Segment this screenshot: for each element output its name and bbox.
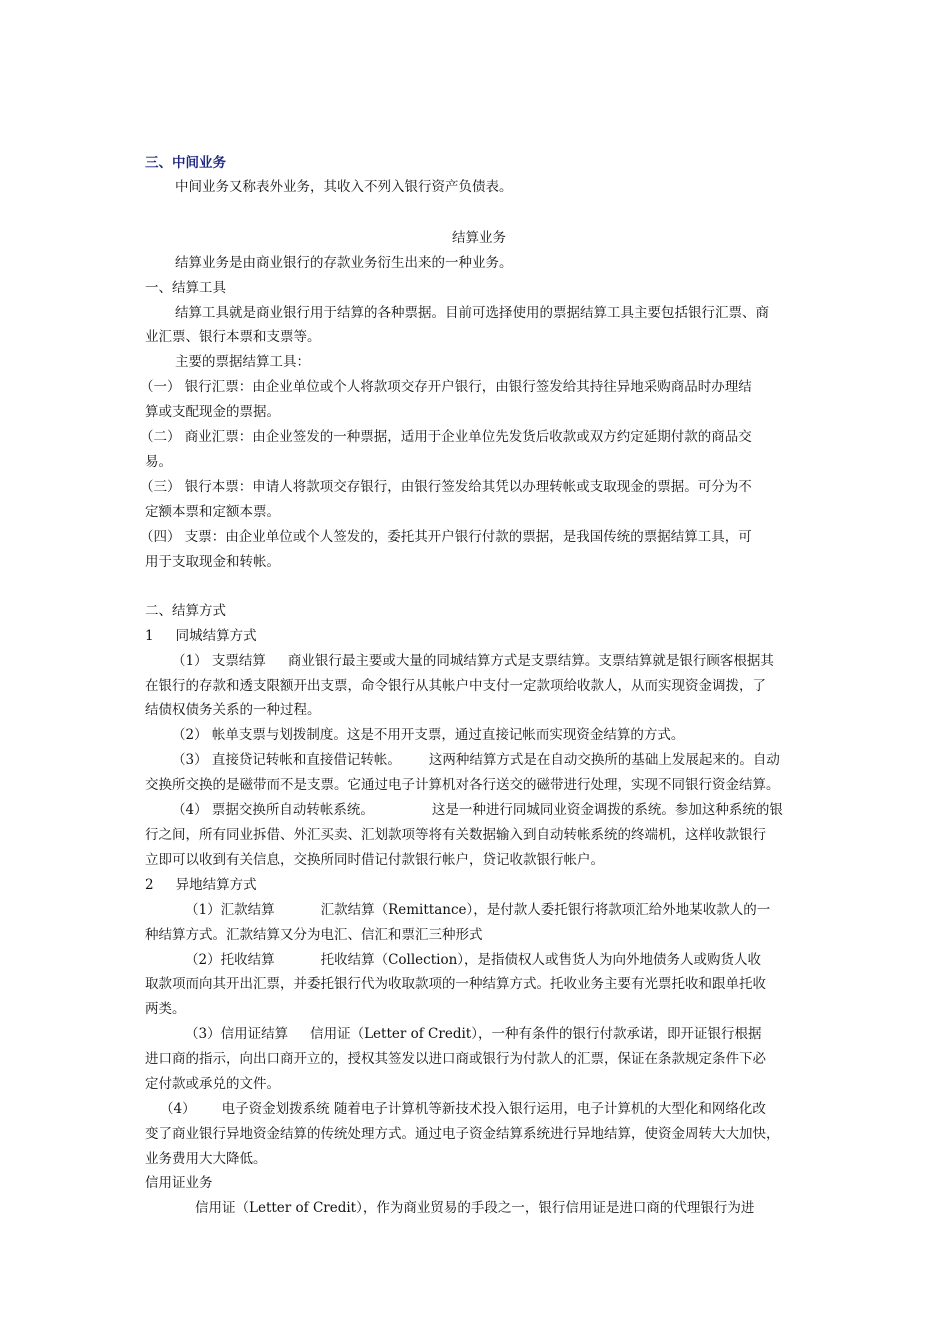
local-item-head: （1） 支票结算 xyxy=(172,653,266,669)
local-item-line: 结债权债务关系的一种过程。 xyxy=(145,702,321,718)
remote-heading xyxy=(145,875,813,895)
remote-item-line: 两类。 xyxy=(145,1001,186,1017)
remote-item-line xyxy=(160,1099,813,1119)
remote-item-line: 进口商的指示，向出口商开立的，授权其签发以进口商或银行为付款人的汇票，保证在条款规定条件下必 xyxy=(145,1051,766,1067)
local-item-head: （4） 票据交换所自动转帐系统。 xyxy=(172,802,374,818)
local-item-text: 这两种结算方式是在自动交换所的基础上发展起来的。自动 xyxy=(428,752,780,768)
lc-heading: 信用证业务 xyxy=(145,1175,213,1191)
section-title: 三、中间业务 xyxy=(145,155,226,171)
remote-item-head: （2）托收结算 xyxy=(185,952,275,968)
remote-item-head: （3）信用证结算 xyxy=(185,1026,289,1042)
tool-item-line: （四） 支票：由企业单位或个人签发的，委托其开户银行付款的票据，是我国传统的票据结算工具，可 xyxy=(140,529,752,545)
local-item-head: （3） 直接贷记转帐和直接借记转帐。 xyxy=(172,752,401,768)
remote-item-head: （1）汇款结算 xyxy=(185,902,275,918)
tool-item-line: 算或支配现金的票据。 xyxy=(145,404,280,420)
methods-heading: 二、结算方式 xyxy=(145,603,226,619)
local-item-line: 立即可以收到有关信息，交换所同时借记付款银行帐户，贷记收款银行帐户。 xyxy=(145,852,604,868)
tools-paragraph-line: 业汇票、银行本票和支票等。 xyxy=(145,329,321,345)
local-item-line xyxy=(172,750,813,770)
remote-item-line: 业务费用大大降低。 xyxy=(145,1151,267,1167)
remote-item-line: 取款项而向其开出汇票，并委托银行代为收取款项的一种结算方式。托收业务主要有光票托收和跟单托收 xyxy=(145,976,766,992)
tool-item-line: （二） 商业汇票：由企业签发的一种票据，适用于企业单位先发货后收款或双方约定延期付款的商品交 xyxy=(140,429,752,445)
remote-label: 异地结算方式 xyxy=(175,877,257,893)
local-label: 同城结算方式 xyxy=(175,628,257,644)
remote-number: 2 xyxy=(145,877,154,893)
tool-item-line: 易。 xyxy=(145,454,172,470)
local-item-line xyxy=(172,651,813,671)
remote-item-head: （4） xyxy=(160,1101,196,1117)
remote-item-text: 信用证（Letter of Credit），一种有条件的银行付款承诺，即开证银行根据 xyxy=(310,1026,762,1042)
local-number: 1 xyxy=(145,628,154,644)
remote-item-line: 定付款或承兑的文件。 xyxy=(145,1076,280,1092)
remote-item-text: 汇款结算（Remittance），是付款人委托银行将款项汇给外地某收款人的一 xyxy=(320,902,771,918)
tools-heading: 一、结算工具 xyxy=(145,280,226,296)
local-item-text: 这是一种进行同城同业资金调拨的系统。参加这种系统的银 xyxy=(431,802,783,818)
settlement-intro: 结算业务是由商业银行的存款业务衍生出来的一种业务。 xyxy=(175,255,513,271)
remote-item-line xyxy=(185,950,813,970)
tool-item-line: （三） 银行本票：申请人将款项交存银行，由银行签发给其凭以办理转帐或支取现金的票据。可分为不 xyxy=(140,479,752,495)
local-item-line: （2） 帐单支票与划拨制度。这是不用开支票，通过直接记帐而实现资金结算的方式。 xyxy=(172,727,685,743)
remote-item-line: 变了商业银行异地资金结算的传统处理方式。通过电子资金结算系统进行异地结算，使资金周转大大加快， xyxy=(145,1126,780,1142)
tool-item-line: 定额本票和定额本票。 xyxy=(145,504,280,520)
tool-item-line: 用于支取现金和转帐。 xyxy=(145,554,280,570)
local-item-text: 商业银行最主要或大量的同城结算方式是支票结算。支票结算就是银行顾客根据其 xyxy=(287,653,774,669)
remote-item-text: 托收结算（Collection），是指债权人或售货人为向外地债务人或购货人收 xyxy=(320,952,762,968)
remote-item-line xyxy=(185,1024,813,1044)
remote-item-text: 电子资金划拨系统 随着电子计算机等新技术投入银行运用，电子计算机的大型化和网络化改 xyxy=(221,1101,766,1117)
tools-paragraph-line: 结算工具就是商业银行用于结算的各种票据。目前可选择使用的票据结算工具主要包括银行汇票、商 xyxy=(175,305,769,321)
local-item-line xyxy=(172,800,813,820)
tool-item-line: （一） 银行汇票：由企业单位或个人将款项交存开户银行，由银行签发给其持往异地采购商品时办理结 xyxy=(140,379,752,395)
intro-paragraph: 中间业务又称表外业务，其收入不列入银行资产负债表。 xyxy=(175,179,513,195)
local-heading xyxy=(145,626,813,646)
lc-paragraph-line: 信用证（Letter of Credit），作为商业贸易的手段之一，银行信用证是进口商的代理银行为进 xyxy=(195,1200,755,1216)
local-item-line: 行之间，所有同业拆借、外汇买卖、汇划款项等将有关数据输入到自动转帐系统的终端机，这样收款银行 xyxy=(145,827,766,843)
remote-item-line: 种结算方式。汇款结算又分为电汇、信汇和票汇三种形式 xyxy=(145,927,483,943)
local-item-line: 在银行的存款和透支限额开出支票，命令银行从其帐户中支付一定款项给收款人，从而实现资金调拨，了 xyxy=(145,678,766,694)
tools-subheading: 主要的票据结算工具： xyxy=(175,354,310,370)
settlement-heading: 结算业务 xyxy=(452,230,506,246)
local-item-line: 交换所交换的是磁带而不是支票。它通过电子计算机对各行送交的磁带进行处理，实现不同银行资金结算。 xyxy=(145,777,780,793)
remote-item-line xyxy=(185,900,813,920)
